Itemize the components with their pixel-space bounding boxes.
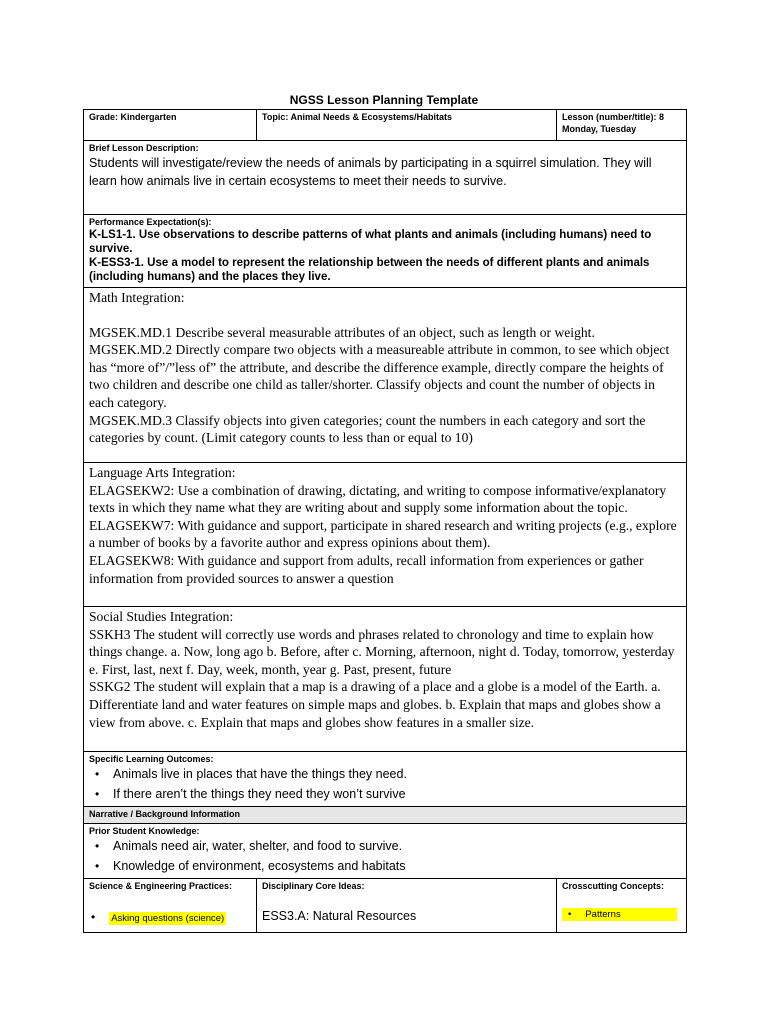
learning-outcomes-list	[89, 765, 681, 804]
social-studies-row	[84, 607, 687, 752]
math-standard-item: MGSEK.MD.1 Describe several measurable attributes of an object, such as length or weight.	[89, 324, 595, 340]
lesson-plan-table	[83, 109, 687, 933]
brief-description-label: Brief Lesson Description:	[89, 143, 199, 153]
prior-knowledge-row	[84, 824, 687, 879]
language-arts-title: Language Arts Integration:	[89, 465, 236, 480]
learning-outcome-text: If there aren’t the things they need they won’t survive	[113, 786, 406, 801]
bullet-icon: •	[91, 910, 96, 924]
math-integration-title: Math Integration:	[89, 290, 185, 305]
language-arts-item: ELAGSEKW7: With guidance and support, participate in shared research and writing projects (e.g., explore a number of books by a favorite author and express opinions about them).	[89, 517, 677, 551]
lesson-days-label: Monday, Tuesday	[562, 124, 637, 134]
list-item	[95, 837, 681, 857]
prior-knowledge-text: Knowledge of environment, ecosystems and habitats	[113, 858, 406, 873]
language-arts-row	[84, 463, 687, 607]
prior-knowledge-text: Animals need air, water, shelter, and food to survive.	[113, 839, 403, 853]
learning-outcomes-row	[84, 752, 687, 807]
brief-description-text: Students will investigate/review the needs of animals by participating in a squirrel simulation. They will learn how animals live in certain ecosystems to meet their needs to survive.	[89, 156, 652, 188]
bullet-icon: •	[568, 909, 572, 920]
crosscutting-label: Crosscutting Concepts:	[562, 881, 665, 891]
bullet-icon: •	[95, 786, 100, 801]
grade-label: Grade: Kindergarten	[89, 112, 177, 122]
bullet-icon: •	[95, 858, 100, 873]
math-standard-item: MGSEK.MD.2 Directly compare two objects with a measureable attribute in common, to see which object has “more of”/”less of” the attribute, and describe the difference example, directly compare the heights of two children and describe one child as taller/shorter. Classify objects and count the number of objects in each category.	[89, 342, 670, 410]
practices-label: Science & Engineering Practices:	[89, 881, 233, 891]
brief-description-row	[84, 141, 687, 215]
lesson-cell	[557, 110, 687, 141]
lesson-number-label: Lesson (number/title): 8	[562, 112, 665, 122]
narrative-label: Narrative / Background Information	[89, 809, 241, 819]
page-title: NGSS Lesson Planning Template	[289, 93, 479, 107]
performance-expectation-item: K-ESS3-1. Use a model to represent the relationship between the needs of different plants and animals (including humans) and the places they live.	[89, 257, 650, 283]
learning-outcomes-label: Specific Learning Outcomes:	[89, 754, 214, 764]
crosscutting-value: Patterns	[585, 909, 621, 920]
list-item	[95, 785, 681, 805]
practices-value: Asking questions (science)	[111, 913, 225, 924]
list-item	[95, 857, 681, 877]
performance-expectations-row	[84, 215, 687, 288]
math-integration-row	[84, 288, 687, 463]
math-standard-item: MGSEK.MD.3 Classify objects into given categories; count the numbers in each category and sort the categories by count. (Limit category counts to less than or equal to 10)	[89, 412, 646, 446]
core-ideas-label: Disciplinary Core Ideas:	[262, 881, 365, 891]
core-ideas-value: ESS3.A: Natural Resources	[262, 909, 417, 923]
bullet-icon: •	[95, 767, 100, 781]
crosscutting-cell	[557, 879, 687, 933]
social-studies-item: SSKG2 The student will explain that a map is a drawing of a place and a globe is a model of the Earth. a. Differentiate land and water features on simple maps and globes. b. Explain that maps and globes show a view from above. c. Explain that maps and globes show features in a smaller size.	[89, 679, 661, 730]
performance-expectations-label: Performance Expectation(s):	[89, 217, 212, 227]
language-arts-item: ELAGSEKW2: Use a combination of drawing, dictating, and writing to compose informative/explanatory texts in which they name what they are writing about and supply some information about the topic.	[89, 482, 667, 516]
language-arts-item: ELAGSEKW8: With guidance and support from adults, recall information from experiences or gather information from provided sources to answer a question	[89, 552, 644, 586]
learning-outcome-text: Animals live in places that have the things they need.	[113, 767, 407, 781]
narrative-row	[84, 807, 687, 824]
topic-cell	[257, 110, 557, 141]
performance-expectation-item: K-LS1-1. Use observations to describe patterns of what plants and animals (including humans) need to survive.	[89, 229, 652, 255]
social-studies-title: Social Studies Integration:	[89, 609, 234, 624]
bullet-icon: •	[95, 839, 100, 853]
grade-cell	[84, 110, 257, 141]
practices-cell	[84, 879, 257, 933]
list-item	[95, 765, 681, 785]
practices-ideas-concepts-row	[84, 879, 687, 933]
prior-knowledge-label: Prior Student Knowledge:	[89, 826, 200, 836]
prior-knowledge-list	[89, 837, 681, 876]
core-ideas-cell	[257, 879, 557, 933]
header-row	[84, 110, 687, 141]
topic-label: Topic: Animal Needs & Ecosystems/Habitats	[262, 112, 453, 122]
social-studies-item: SSKH3 The student will correctly use words and phrases related to chronology and time to explain how things change. a. Now, long ago b. Before, after c. Morning, afternoon, night d. Today, tomorrow, yesterday e. First, last, next f. Day, week, month, year g. Past, present, future	[89, 626, 675, 677]
